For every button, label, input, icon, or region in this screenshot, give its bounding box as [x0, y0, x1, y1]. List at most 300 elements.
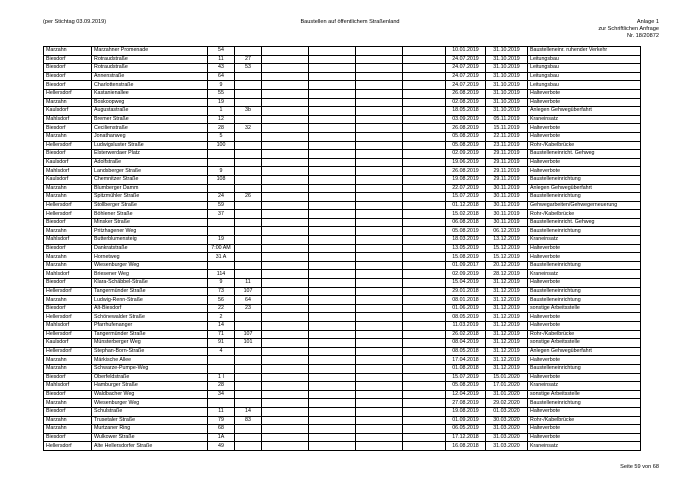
- cell-col-6: [309, 270, 356, 279]
- cell-col-7: [356, 261, 403, 270]
- cell-col-8: [403, 81, 446, 90]
- cell-col-8: [403, 364, 446, 373]
- cell-district: Biesdorf: [44, 244, 92, 253]
- cell-col-8: [403, 399, 446, 408]
- cell-col-6: [309, 141, 356, 150]
- table-row: [44, 141, 641, 150]
- cell-col-5: [262, 304, 309, 313]
- cell-house-from: [208, 261, 235, 270]
- cell-measure: sonstige Arbeitsstelle: [528, 390, 641, 399]
- cell-start-date: 05.08.2019: [446, 382, 486, 391]
- cell-street: Minsker Straße: [92, 218, 208, 227]
- cell-house-from: 31 A: [208, 253, 235, 262]
- table-row: [44, 227, 641, 236]
- cell-house-from: 9: [208, 279, 235, 288]
- table-row: [44, 107, 641, 116]
- table-row: [44, 407, 641, 416]
- cell-start-date: 08.01.2018: [446, 296, 486, 305]
- cell-measure: Leitungsbau: [528, 64, 641, 73]
- cell-start-date: 17.12.2018: [446, 433, 486, 442]
- cell-start-date: 08.05.2018: [446, 347, 486, 356]
- cell-house-to: [235, 218, 262, 227]
- table-row: [44, 416, 641, 425]
- cell-col-6: [309, 210, 356, 219]
- cell-street: Alt-Biesdorf: [92, 304, 208, 313]
- cell-house-from: 37: [208, 210, 235, 219]
- cell-measure: Anlegen Gehwegüberfahrt: [528, 347, 641, 356]
- cell-start-date: 02.08.2019: [446, 98, 486, 107]
- cell-end-date: 30.11.2019: [486, 193, 528, 202]
- cell-house-to: [235, 115, 262, 124]
- cell-house-to: 32: [235, 124, 262, 133]
- cell-district: Mahlsdorf: [44, 236, 92, 245]
- cell-house-from: 91: [208, 339, 235, 348]
- cell-district: Marzahn: [44, 356, 92, 365]
- cell-house-to: [235, 270, 262, 279]
- cell-street: Ludwig-Renn-Straße: [92, 296, 208, 305]
- cell-col-7: [356, 407, 403, 416]
- cell-house-from: 114: [208, 270, 235, 279]
- cell-col-5: [262, 115, 309, 124]
- cell-col-8: [403, 98, 446, 107]
- cell-col-5: [262, 124, 309, 133]
- table-row: [44, 442, 641, 451]
- cell-end-date: 01.03.2020: [486, 407, 528, 416]
- cell-col-6: [309, 132, 356, 141]
- cell-start-date: 26.08.2019: [446, 167, 486, 176]
- cell-street: Annenstraße: [92, 72, 208, 81]
- cell-col-7: [356, 304, 403, 313]
- cell-start-date: 16.08.2018: [446, 442, 486, 451]
- cell-start-date: 02.09.2019: [446, 150, 486, 159]
- cell-house-from: 11: [208, 407, 235, 416]
- cell-street: Schwarze-Pumpe-Weg: [92, 364, 208, 373]
- cell-end-date: 31.12.2019: [486, 287, 528, 296]
- cell-end-date: 30.11.2019: [486, 210, 528, 219]
- cell-col-7: [356, 425, 403, 434]
- cell-col-5: [262, 347, 309, 356]
- cell-measure: Leitungsbau: [528, 55, 641, 64]
- cell-col-7: [356, 373, 403, 382]
- table-row: [44, 167, 641, 176]
- cell-col-8: [403, 425, 446, 434]
- cell-measure: Halteverbote: [528, 253, 641, 262]
- cell-district: Biesdorf: [44, 433, 92, 442]
- cell-col-8: [403, 313, 446, 322]
- cell-col-5: [262, 158, 309, 167]
- cell-measure: Halteverbote: [528, 279, 641, 288]
- cell-start-date: 19.08.2019: [446, 175, 486, 184]
- cell-measure: Halteverbote: [528, 98, 641, 107]
- cell-col-7: [356, 64, 403, 73]
- cell-district: Biesdorf: [44, 150, 92, 159]
- cell-end-date: 31.12.2019: [486, 313, 528, 322]
- cell-col-8: [403, 64, 446, 73]
- table-row: [44, 322, 641, 331]
- cell-district: Hellersdorf: [44, 201, 92, 210]
- cell-col-5: [262, 81, 309, 90]
- table-row: [44, 184, 641, 193]
- cell-end-date: 29.11.2019: [486, 158, 528, 167]
- cell-district: Hellersdorf: [44, 313, 92, 322]
- cell-house-from: 55: [208, 89, 235, 98]
- cell-start-date: 29.01.2018: [446, 287, 486, 296]
- table-row: [44, 201, 641, 210]
- cell-end-date: 31.10.2019: [486, 81, 528, 90]
- cell-col-5: [262, 193, 309, 202]
- cell-street: Tangermünder Straße: [92, 287, 208, 296]
- cell-house-to: 83: [235, 416, 262, 425]
- cell-col-8: [403, 287, 446, 296]
- cell-district: Hellersdorf: [44, 287, 92, 296]
- cell-col-6: [309, 339, 356, 348]
- cell-end-date: 31.10.2019: [486, 98, 528, 107]
- cell-street: Trusetaler Straße: [92, 416, 208, 425]
- cell-col-7: [356, 167, 403, 176]
- cell-house-from: 2: [208, 313, 235, 322]
- cell-district: Biesdorf: [44, 81, 92, 90]
- cell-street: Pritzhagener Weg: [92, 227, 208, 236]
- cell-start-date: 24.07.2019: [446, 64, 486, 73]
- cell-house-to: [235, 150, 262, 159]
- cell-col-8: [403, 150, 446, 159]
- cell-col-7: [356, 47, 403, 56]
- cell-col-8: [403, 132, 446, 141]
- cell-col-5: [262, 287, 309, 296]
- cell-district: Biesdorf: [44, 218, 92, 227]
- cell-col-6: [309, 158, 356, 167]
- table-row: [44, 64, 641, 73]
- page-number: Seite 59 von 68: [620, 464, 659, 470]
- cell-col-8: [403, 296, 446, 305]
- cell-district: Mahlsdorf: [44, 115, 92, 124]
- cell-measure: Baustelleneinrichtung: [528, 399, 641, 408]
- cell-col-6: [309, 433, 356, 442]
- cell-start-date: 15.07.2019: [446, 373, 486, 382]
- cell-col-8: [403, 175, 446, 184]
- table-row: [44, 270, 641, 279]
- cell-col-8: [403, 210, 446, 219]
- cell-district: Marzahn: [44, 416, 92, 425]
- cell-measure: Halteverbote: [528, 158, 641, 167]
- cell-measure: sonstige Arbeitsstelle: [528, 339, 641, 348]
- cell-street: Waldbacher Weg: [92, 390, 208, 399]
- cell-col-6: [309, 279, 356, 288]
- cell-measure: sonstige Arbeitsstelle: [528, 304, 641, 313]
- cell-col-5: [262, 47, 309, 56]
- cell-house-from: 19: [208, 236, 235, 245]
- cell-col-7: [356, 89, 403, 98]
- cell-col-6: [309, 124, 356, 133]
- table-row: [44, 304, 641, 313]
- cell-col-8: [403, 193, 446, 202]
- cell-measure: Halteverbote: [528, 167, 641, 176]
- cell-col-8: [403, 218, 446, 227]
- cell-col-6: [309, 261, 356, 270]
- cell-street: Elsterwerdaer Platz: [92, 150, 208, 159]
- cell-house-from: 79: [208, 416, 235, 425]
- cell-end-date: 31.03.2020: [486, 425, 528, 434]
- cell-house-to: [235, 356, 262, 365]
- cell-col-7: [356, 322, 403, 331]
- cell-col-8: [403, 339, 446, 348]
- cell-col-7: [356, 313, 403, 322]
- cell-district: Hellersdorf: [44, 442, 92, 451]
- cell-measure: Halteverbote: [528, 244, 641, 253]
- cell-district: Marzahn: [44, 132, 92, 141]
- cell-col-6: [309, 416, 356, 425]
- cell-end-date: 30.03.2020: [486, 416, 528, 425]
- cell-col-5: [262, 89, 309, 98]
- cell-end-date: 31.10.2019: [486, 47, 528, 56]
- cell-col-7: [356, 193, 403, 202]
- cell-end-date: 05.11.2019: [486, 115, 528, 124]
- cell-street: Ludwigsluster Straße: [92, 141, 208, 150]
- cell-col-8: [403, 390, 446, 399]
- cell-house-from: 49: [208, 442, 235, 451]
- cell-street: Jonathanweg: [92, 132, 208, 141]
- cell-end-date: 31.12.2019: [486, 279, 528, 288]
- cell-col-7: [356, 390, 403, 399]
- cell-street: Böhlener Straße: [92, 210, 208, 219]
- cell-house-to: [235, 132, 262, 141]
- document-stichtag: (per Stichtag 03.09.2019): [43, 19, 107, 25]
- cell-col-6: [309, 98, 356, 107]
- cell-col-5: [262, 433, 309, 442]
- cell-measure: Baustelleneinricht. Gehweg: [528, 218, 641, 227]
- cell-col-5: [262, 210, 309, 219]
- cell-house-from: [208, 364, 235, 373]
- cell-start-date: 01.09.2017: [446, 261, 486, 270]
- cell-house-from: 22: [208, 304, 235, 313]
- cell-col-5: [262, 244, 309, 253]
- cell-col-6: [309, 356, 356, 365]
- cell-col-6: [309, 322, 356, 331]
- cell-street: Charlottenstraße: [92, 81, 208, 90]
- cell-col-5: [262, 339, 309, 348]
- cell-street: Hornetweg: [92, 253, 208, 262]
- cell-col-6: [309, 296, 356, 305]
- cell-house-to: [235, 175, 262, 184]
- cell-start-date: 26.08.2019: [446, 89, 486, 98]
- cell-col-8: [403, 433, 446, 442]
- cell-start-date: 01.08.2018: [446, 364, 486, 373]
- cell-col-5: [262, 55, 309, 64]
- cell-district: Hellersdorf: [44, 347, 92, 356]
- cell-col-6: [309, 47, 356, 56]
- cell-col-5: [262, 442, 309, 451]
- cell-col-8: [403, 227, 446, 236]
- cell-district: Hellersdorf: [44, 89, 92, 98]
- document-reference: [598, 19, 659, 40]
- cell-street: Briesener Weg: [92, 270, 208, 279]
- cell-col-6: [309, 184, 356, 193]
- cell-street: Bremer Straße: [92, 115, 208, 124]
- cell-col-8: [403, 167, 446, 176]
- cell-col-6: [309, 218, 356, 227]
- cell-end-date: 31.01.2020: [486, 390, 528, 399]
- cell-street: Märkische Allee: [92, 356, 208, 365]
- cell-col-8: [403, 416, 446, 425]
- cell-district: Biesdorf: [44, 279, 92, 288]
- cell-col-6: [309, 175, 356, 184]
- table-row: [44, 261, 641, 270]
- cell-house-to: 107: [235, 287, 262, 296]
- cell-col-6: [309, 227, 356, 236]
- cell-col-6: [309, 425, 356, 434]
- table-row: [44, 313, 641, 322]
- cell-house-to: [235, 390, 262, 399]
- cell-end-date: 31.12.2019: [486, 339, 528, 348]
- cell-col-7: [356, 287, 403, 296]
- cell-col-5: [262, 218, 309, 227]
- table-row: [44, 115, 641, 124]
- table-row: [44, 47, 641, 56]
- cell-house-from: 28: [208, 382, 235, 391]
- table-row: [44, 356, 641, 365]
- cell-col-6: [309, 107, 356, 116]
- cell-col-5: [262, 399, 309, 408]
- cell-street: Rotraudstraße: [92, 55, 208, 64]
- cell-house-from: 54: [208, 47, 235, 56]
- cell-start-date: 13.05.2019: [446, 244, 486, 253]
- cell-house-to: 101: [235, 339, 262, 348]
- cell-col-6: [309, 442, 356, 451]
- table-row: [44, 150, 641, 159]
- cell-district: Marzahn: [44, 184, 92, 193]
- cell-measure: Anlegen Gehwegüberfahrt: [528, 184, 641, 193]
- cell-col-5: [262, 390, 309, 399]
- cell-start-date: 24.07.2019: [446, 55, 486, 64]
- cell-street: Blumberger Damm: [92, 184, 208, 193]
- cell-col-7: [356, 107, 403, 116]
- cell-end-date: 23.11.2019: [486, 141, 528, 150]
- cell-measure: Anlegen Gehwegüberfahrt: [528, 107, 641, 116]
- cell-district: Hellersdorf: [44, 330, 92, 339]
- cell-start-date: 19.06.2019: [446, 158, 486, 167]
- cell-col-8: [403, 72, 446, 81]
- cell-house-from: [208, 227, 235, 236]
- cell-col-7: [356, 72, 403, 81]
- cell-house-to: [235, 184, 262, 193]
- cell-start-date: 18.05.2018: [446, 107, 486, 116]
- cell-house-to: [235, 373, 262, 382]
- cell-street: Schönewalder Straße: [92, 313, 208, 322]
- cell-district: Biesdorf: [44, 373, 92, 382]
- cell-house-from: 9: [208, 167, 235, 176]
- cell-col-6: [309, 382, 356, 391]
- cell-house-to: [235, 201, 262, 210]
- table-row: [44, 373, 641, 382]
- cell-house-to: [235, 47, 262, 56]
- annex-label: Anlage 1: [636, 19, 659, 25]
- cell-start-date: 06.05.2019: [446, 425, 486, 434]
- cell-district: Hellersdorf: [44, 141, 92, 150]
- cell-district: Marzahn: [44, 425, 92, 434]
- cell-measure: Halteverbote: [528, 132, 641, 141]
- cell-col-7: [356, 339, 403, 348]
- cell-measure: Halteverbote: [528, 407, 641, 416]
- cell-end-date: 30.11.2019: [486, 201, 528, 210]
- cell-house-from: 14: [208, 322, 235, 331]
- cell-end-date: 31.12.2019: [486, 356, 528, 365]
- cell-house-to: 23: [235, 304, 262, 313]
- cell-col-8: [403, 270, 446, 279]
- table-row: [44, 175, 641, 184]
- cell-col-6: [309, 253, 356, 262]
- cell-house-to: [235, 81, 262, 90]
- cell-house-from: 7:00 AM: [208, 244, 235, 253]
- cell-house-to: 3b: [235, 107, 262, 116]
- cell-street: Stollberger Straße: [92, 201, 208, 210]
- cell-col-5: [262, 356, 309, 365]
- table-row: [44, 158, 641, 167]
- cell-end-date: 31.03.2020: [486, 433, 528, 442]
- cell-col-7: [356, 244, 403, 253]
- cell-measure: Kraneinsatz: [528, 270, 641, 279]
- cell-district: Mahlsdorf: [44, 382, 92, 391]
- cell-measure: Baustelleneinrichtung: [528, 287, 641, 296]
- table-row: [44, 218, 641, 227]
- table-row: [44, 364, 641, 373]
- cell-col-5: [262, 236, 309, 245]
- table-row: [44, 124, 641, 133]
- cell-house-to: [235, 313, 262, 322]
- cell-end-date: 20.12.2019: [486, 261, 528, 270]
- cell-col-7: [356, 279, 403, 288]
- cell-col-6: [309, 150, 356, 159]
- cell-col-5: [262, 407, 309, 416]
- cell-start-date: 15.02.2018: [446, 210, 486, 219]
- cell-measure: Kraneinsatz: [528, 442, 641, 451]
- cell-col-5: [262, 107, 309, 116]
- cell-house-from: 64: [208, 72, 235, 81]
- cell-street: Kastanienallee: [92, 89, 208, 98]
- cell-col-6: [309, 364, 356, 373]
- cell-measure: Rohr-/Kabelbrücke: [528, 210, 641, 219]
- cell-col-8: [403, 55, 446, 64]
- cell-house-from: 24: [208, 193, 235, 202]
- cell-house-to: [235, 399, 262, 408]
- cell-start-date: 15.07.2019: [446, 193, 486, 202]
- cell-col-6: [309, 64, 356, 73]
- cell-street: Hamburger Straße: [92, 382, 208, 391]
- table-row: [44, 279, 641, 288]
- cell-house-from: 34: [208, 390, 235, 399]
- table-row: [44, 193, 641, 202]
- cell-col-8: [403, 330, 446, 339]
- cell-house-to: [235, 425, 262, 434]
- cell-col-5: [262, 141, 309, 150]
- cell-col-5: [262, 184, 309, 193]
- cell-district: Mahlsdorf: [44, 270, 92, 279]
- cell-col-8: [403, 89, 446, 98]
- cell-house-to: 26: [235, 193, 262, 202]
- cell-col-7: [356, 141, 403, 150]
- cell-street: Boskoopweg: [92, 98, 208, 107]
- cell-street: Murtzaner Ring: [92, 425, 208, 434]
- cell-col-8: [403, 236, 446, 245]
- cell-district: Kaulsdorf: [44, 175, 92, 184]
- cell-street: Oberfeldstraße: [92, 373, 208, 382]
- cell-col-6: [309, 55, 356, 64]
- cell-street: Tangermünder Straße: [92, 330, 208, 339]
- cell-end-date: 31.10.2019: [486, 55, 528, 64]
- cell-start-date: 03.09.2019: [446, 115, 486, 124]
- cell-end-date: 31.12.2019: [486, 330, 528, 339]
- cell-col-7: [356, 364, 403, 373]
- cell-col-5: [262, 201, 309, 210]
